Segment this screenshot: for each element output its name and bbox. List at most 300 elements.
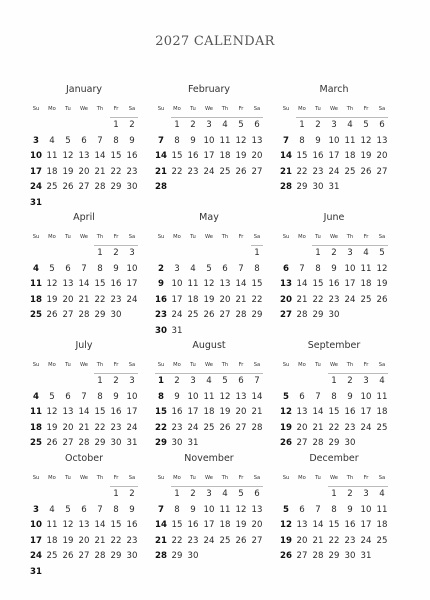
day-date: 9	[129, 504, 135, 515]
day-date: 29	[94, 310, 106, 320]
day-date: 10	[360, 391, 372, 402]
weekday-label: Fr	[238, 475, 244, 481]
day-date: 6	[238, 376, 244, 386]
sunday-date: 28	[280, 182, 292, 192]
day-date: 24	[126, 422, 138, 433]
day-date: 9	[174, 391, 180, 402]
day-date: 22	[171, 535, 183, 546]
day-date: 17	[360, 520, 372, 530]
weekday-label: Mo	[48, 362, 56, 368]
sunday-date: 19	[280, 535, 292, 546]
day-date: 30	[312, 182, 324, 192]
weekday-label: Su	[32, 106, 40, 112]
weekday-label: Sa	[128, 106, 136, 112]
day-date: 17	[344, 279, 356, 289]
day-date: 1	[331, 489, 337, 499]
month-name: April	[73, 212, 95, 223]
day-date: 27	[251, 166, 263, 177]
day-date: 1	[299, 120, 305, 130]
day-date: 31	[126, 438, 138, 448]
day-date: 11	[344, 135, 356, 146]
weekday-label: Su	[32, 362, 40, 368]
weekday-label: Th	[346, 475, 354, 481]
week-row	[153, 407, 265, 419]
day-date: 7	[97, 135, 103, 146]
weekday-label: Sa	[378, 475, 386, 481]
day-date: 11	[46, 520, 58, 530]
day-date: 16	[344, 407, 356, 417]
sunday-date: 10	[30, 151, 42, 161]
weekday-label: Sa	[253, 106, 261, 112]
weekday-label: Th	[221, 234, 229, 240]
day-date: 22	[110, 166, 122, 177]
day-date: 8	[174, 135, 180, 146]
day-date: 13	[219, 279, 231, 289]
day-date: 28	[78, 310, 90, 320]
day-date: 24	[203, 166, 215, 177]
day-date: 2	[331, 248, 337, 258]
sunday-date: 8	[158, 391, 164, 402]
sunday-date: 28	[155, 182, 167, 192]
day-date: 28	[78, 438, 90, 448]
day-date: 13	[62, 279, 74, 289]
week-row	[28, 198, 140, 210]
sunday-date: 21	[280, 166, 292, 177]
day-date: 24	[171, 310, 183, 320]
header-divider	[312, 245, 388, 246]
day-date: 4	[222, 489, 228, 499]
day-date: 18	[46, 166, 58, 177]
weekday-label: Fr	[238, 106, 244, 112]
day-date: 26	[235, 166, 247, 177]
day-date: 4	[49, 504, 55, 515]
day-date: 11	[376, 391, 388, 402]
day-date: 9	[190, 504, 196, 515]
day-date: 15	[251, 279, 263, 289]
day-date: 18	[376, 520, 388, 530]
day-date: 20	[296, 422, 308, 433]
sunday-date: 22	[155, 422, 167, 433]
day-date: 16	[110, 279, 122, 289]
weekday-label: Mo	[173, 475, 181, 481]
week-row	[278, 136, 390, 148]
day-date: 3	[206, 489, 212, 499]
day-date: 16	[312, 151, 324, 161]
week-row	[278, 376, 390, 388]
day-date: 28	[94, 182, 106, 192]
day-date: 26	[203, 310, 215, 320]
day-date: 15	[110, 520, 122, 530]
weekday-label: Sa	[128, 362, 136, 368]
day-date: 25	[219, 535, 231, 546]
day-date: 17	[126, 279, 138, 289]
day-date: 27	[62, 310, 74, 320]
weekday-label: Th	[96, 475, 104, 481]
weekday-label: We	[329, 475, 339, 481]
week-row	[278, 407, 390, 419]
day-date: 7	[254, 376, 260, 386]
sunday-date: 3	[33, 135, 39, 146]
day-date: 29	[94, 438, 106, 448]
day-date: 21	[312, 422, 324, 433]
week-row	[278, 536, 390, 548]
day-date: 20	[296, 535, 308, 546]
weekday-label: Tu	[65, 475, 71, 481]
sunday-date: 3	[33, 504, 39, 515]
sunday-date: 21	[155, 166, 167, 177]
weekday-label: Sa	[378, 362, 386, 368]
day-date: 15	[312, 279, 324, 289]
week-row	[278, 505, 390, 517]
day-date: 26	[235, 535, 247, 546]
day-date: 8	[331, 504, 337, 515]
weekday-header	[153, 234, 265, 246]
week-row	[28, 551, 140, 563]
weekday-label: Mo	[173, 234, 181, 240]
day-date: 17	[126, 407, 138, 417]
week-row	[278, 438, 390, 450]
day-date: 16	[344, 520, 356, 530]
day-date: 24	[187, 422, 199, 433]
header-divider	[328, 486, 388, 487]
weekday-label: Sa	[253, 362, 261, 368]
day-date: 18	[219, 151, 231, 161]
weekday-label: Mo	[298, 475, 306, 481]
day-date: 9	[331, 263, 337, 274]
week-row	[153, 326, 265, 338]
weekday-label: Th	[221, 362, 229, 368]
week-row	[278, 423, 390, 435]
week-row	[278, 520, 390, 532]
weekday-label: Su	[157, 362, 165, 368]
weekday-label: Tu	[190, 362, 196, 368]
day-date: 29	[328, 438, 340, 448]
day-date: 19	[219, 407, 231, 417]
month-name: March	[319, 84, 349, 95]
day-date: 11	[376, 504, 388, 515]
sunday-date: 11	[30, 279, 42, 289]
day-date: 3	[363, 376, 369, 386]
day-date: 11	[187, 279, 199, 289]
week-row	[28, 264, 140, 276]
week-row	[153, 151, 265, 163]
week-row	[153, 182, 265, 194]
week-row	[28, 423, 140, 435]
day-date: 7	[81, 263, 87, 274]
day-date: 1	[174, 489, 180, 499]
month-name: January	[65, 84, 102, 95]
day-date: 19	[376, 279, 388, 289]
day-date: 9	[315, 135, 321, 146]
day-date: 30	[110, 438, 122, 448]
day-date: 16	[110, 407, 122, 417]
week-row	[28, 167, 140, 179]
weekday-label: Mo	[48, 475, 56, 481]
day-date: 2	[347, 489, 353, 499]
week-row	[28, 182, 140, 194]
sunday-date: 5	[283, 391, 289, 402]
day-date: 29	[110, 551, 122, 561]
day-date: 19	[46, 294, 58, 305]
sunday-date: 29	[155, 438, 167, 448]
day-date: 26	[46, 438, 58, 448]
day-date: 18	[46, 535, 58, 546]
day-date: 5	[222, 376, 228, 386]
sunday-date: 11	[30, 407, 42, 417]
day-date: 5	[206, 263, 212, 274]
week-row	[28, 136, 140, 148]
day-date: 9	[113, 263, 119, 274]
sunday-date: 27	[280, 310, 292, 320]
week-row	[153, 438, 265, 450]
week-row	[153, 423, 265, 435]
day-date: 14	[312, 520, 324, 530]
weekday-label: Fr	[363, 475, 369, 481]
week-row	[278, 279, 390, 291]
weekday-label: Th	[221, 475, 229, 481]
day-date: 3	[129, 376, 135, 386]
day-date: 12	[360, 135, 372, 146]
sunday-date: 4	[33, 263, 39, 274]
day-date: 17	[187, 407, 199, 417]
weekday-label: Sa	[378, 234, 386, 240]
day-date: 9	[347, 391, 353, 402]
day-date: 7	[315, 504, 321, 515]
day-date: 15	[110, 151, 122, 161]
weekday-label: Tu	[65, 106, 71, 112]
day-date: 30	[110, 310, 122, 320]
weekday-label: Fr	[113, 106, 119, 112]
week-row	[28, 248, 140, 260]
day-date: 27	[296, 438, 308, 448]
day-date: 28	[296, 310, 308, 320]
day-date: 24	[360, 422, 372, 433]
day-date: 26	[46, 310, 58, 320]
sunday-date: 10	[30, 520, 42, 530]
weekday-label: We	[79, 106, 89, 112]
day-date: 14	[94, 520, 106, 530]
day-date: 7	[238, 263, 244, 274]
day-date: 1	[113, 120, 119, 130]
sunday-date: 7	[158, 135, 164, 146]
day-date: 27	[235, 422, 247, 433]
day-date: 14	[296, 279, 308, 289]
day-date: 8	[97, 263, 103, 274]
weekday-label: We	[79, 475, 89, 481]
week-row	[278, 151, 390, 163]
day-date: 21	[296, 294, 308, 305]
week-row	[278, 310, 390, 322]
day-date: 5	[65, 504, 71, 515]
week-row	[278, 167, 390, 179]
weekday-label: Fr	[113, 475, 119, 481]
day-date: 25	[46, 182, 58, 192]
day-date: 13	[62, 407, 74, 417]
day-date: 15	[328, 520, 340, 530]
weekday-label: Tu	[315, 234, 321, 240]
sunday-date: 15	[155, 407, 167, 417]
day-date: 4	[347, 120, 353, 130]
sunday-date: 30	[155, 325, 167, 336]
day-date: 26	[62, 551, 74, 561]
day-date: 22	[328, 535, 340, 546]
sunday-date: 5	[283, 504, 289, 515]
header-divider	[110, 486, 138, 487]
weekday-label: Su	[157, 475, 165, 481]
week-row	[28, 376, 140, 388]
month-name: October	[64, 453, 104, 464]
day-date: 22	[296, 166, 308, 177]
day-date: 24	[126, 294, 138, 305]
day-date: 5	[65, 135, 71, 146]
sunday-date: 14	[280, 151, 292, 161]
week-row	[28, 489, 140, 501]
day-date: 8	[174, 504, 180, 515]
sunday-date: 7	[283, 135, 289, 146]
day-date: 23	[344, 422, 356, 433]
weekday-label: Su	[157, 106, 165, 112]
weekday-label: We	[329, 362, 339, 368]
day-date: 12	[235, 504, 247, 515]
day-date: 23	[110, 294, 122, 305]
day-date: 18	[360, 279, 372, 289]
sunday-date: 20	[280, 294, 292, 305]
day-date: 8	[113, 135, 119, 146]
day-date: 5	[238, 489, 244, 499]
day-date: 26	[360, 166, 372, 177]
header-divider	[155, 373, 263, 374]
day-date: 27	[251, 535, 263, 546]
weekday-label: We	[79, 362, 89, 368]
day-date: 28	[94, 551, 106, 561]
day-date: 25	[203, 422, 215, 433]
sunday-date: 31	[30, 197, 42, 208]
day-date: 27	[78, 182, 90, 192]
day-date: 4	[363, 248, 369, 258]
day-date: 10	[203, 504, 215, 515]
week-row	[278, 182, 390, 194]
month-name: May	[199, 212, 219, 223]
weekday-label: Fr	[363, 106, 369, 112]
day-date: 22	[94, 422, 106, 433]
day-date: 18	[219, 520, 231, 530]
day-date: 22	[312, 294, 324, 305]
day-date: 1	[315, 248, 321, 258]
weekday-label: Mo	[298, 362, 306, 368]
weekday-label: We	[329, 234, 339, 240]
weekday-label: Su	[32, 234, 40, 240]
day-date: 31	[187, 438, 199, 448]
day-date: 1	[331, 376, 337, 386]
week-row	[278, 392, 390, 404]
day-date: 9	[113, 391, 119, 402]
day-date: 16	[187, 151, 199, 161]
day-date: 23	[171, 422, 183, 433]
header-divider	[171, 486, 263, 487]
sunday-date: 24	[30, 182, 42, 192]
day-date: 4	[49, 135, 55, 146]
day-date: 28	[312, 438, 324, 448]
month-name: August	[192, 340, 226, 351]
day-date: 12	[219, 391, 231, 402]
weekday-label: Fr	[363, 362, 369, 368]
day-date: 3	[363, 489, 369, 499]
weekday-label: Tu	[315, 106, 321, 112]
day-date: 20	[78, 535, 90, 546]
week-row	[153, 489, 265, 501]
day-date: 4	[379, 489, 385, 499]
day-date: 11	[46, 151, 58, 161]
day-date: 2	[129, 489, 135, 499]
header-divider	[328, 373, 388, 374]
day-date: 27	[376, 166, 388, 177]
week-row	[28, 151, 140, 163]
day-date: 13	[251, 504, 263, 515]
sunday-date: 14	[155, 151, 167, 161]
weekday-label: Th	[346, 106, 354, 112]
weekday-label: Th	[96, 234, 104, 240]
weekday-label: Th	[96, 362, 104, 368]
sunday-date: 14	[155, 520, 167, 530]
day-date: 2	[113, 248, 119, 258]
day-date: 20	[235, 407, 247, 417]
day-date: 7	[299, 263, 305, 274]
sunday-date: 25	[30, 310, 42, 320]
day-date: 29	[251, 310, 263, 320]
sunday-date: 31	[30, 566, 42, 577]
day-date: 28	[312, 551, 324, 561]
day-date: 23	[126, 166, 138, 177]
weekday-label: Mo	[48, 234, 56, 240]
weekday-label: Sa	[378, 106, 386, 112]
day-date: 19	[235, 151, 247, 161]
weekday-label: Tu	[65, 234, 71, 240]
day-date: 13	[376, 135, 388, 146]
day-date: 8	[97, 391, 103, 402]
sunday-date: 16	[155, 294, 167, 305]
day-date: 12	[62, 520, 74, 530]
day-date: 6	[81, 135, 87, 146]
weekday-label: Mo	[298, 234, 306, 240]
month-name: November	[184, 453, 234, 464]
day-date: 12	[46, 407, 58, 417]
day-date: 17	[203, 151, 215, 161]
day-date: 8	[315, 263, 321, 274]
day-date: 22	[94, 294, 106, 305]
day-date: 20	[62, 294, 74, 305]
day-date: 9	[347, 504, 353, 515]
day-date: 16	[126, 520, 138, 530]
day-date: 29	[312, 310, 324, 320]
day-date: 12	[203, 279, 215, 289]
header-divider	[171, 117, 263, 118]
week-row	[153, 520, 265, 532]
weekday-label: Sa	[128, 475, 136, 481]
day-date: 31	[171, 325, 183, 336]
day-date: 6	[65, 391, 71, 402]
day-date: 31	[328, 182, 340, 192]
day-date: 24	[203, 535, 215, 546]
week-row	[28, 120, 140, 132]
week-row	[28, 310, 140, 322]
day-date: 8	[331, 391, 337, 402]
weekday-label: Fr	[113, 362, 119, 368]
day-date: 5	[379, 248, 385, 258]
sunday-date: 28	[155, 551, 167, 561]
month-name: December	[309, 453, 359, 464]
month-name: February	[187, 84, 231, 95]
day-date: 29	[110, 182, 122, 192]
